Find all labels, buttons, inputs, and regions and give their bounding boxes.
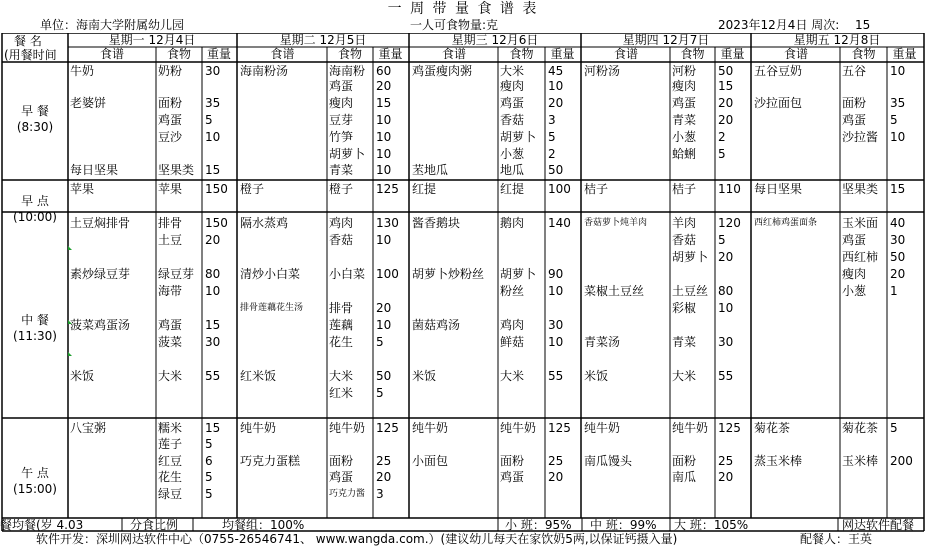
food-name: 竹笋 bbox=[329, 130, 354, 144]
day-header: 星期四 12月7日 bbox=[622, 33, 710, 47]
food-subheader: 食物 bbox=[680, 47, 705, 61]
food-weight: 25 bbox=[548, 454, 564, 468]
food-weight: 20 bbox=[718, 113, 734, 127]
dish-name: 蒸玉米棒 bbox=[754, 454, 803, 468]
food-weight: 200 bbox=[890, 454, 913, 468]
dish-name: 土豆焖排骨 bbox=[70, 216, 131, 230]
food-weight: 25 bbox=[718, 454, 734, 468]
food-name: 鸡蛋 bbox=[158, 113, 183, 127]
dish-name: 红提 bbox=[412, 182, 437, 196]
food-name: 彩椒 bbox=[672, 301, 697, 315]
food-weight: 30 bbox=[718, 335, 734, 349]
food-name: 大米 bbox=[500, 64, 525, 78]
cell-comment-marker bbox=[68, 352, 72, 356]
food-name: 土豆丝 bbox=[672, 284, 709, 298]
food-name: 排骨 bbox=[329, 301, 354, 315]
dish-name: 米饭 bbox=[412, 369, 437, 383]
food-weight: 20 bbox=[718, 96, 734, 110]
food-name: 香菇 bbox=[672, 233, 697, 247]
food-name: 胡萝卜 bbox=[672, 250, 709, 264]
food-weight: 10 bbox=[376, 163, 392, 177]
food-subheader: 食物 bbox=[166, 47, 191, 61]
food-weight: 10 bbox=[376, 318, 392, 332]
date-label: 2023年12月4日 周次: bbox=[718, 18, 840, 32]
food-weight: 20 bbox=[890, 267, 906, 281]
food-name: 土豆 bbox=[158, 233, 183, 247]
food-weight: 150 bbox=[205, 182, 228, 196]
food-weight: 30 bbox=[890, 233, 906, 247]
food-weight: 10 bbox=[205, 130, 221, 144]
food-weight: 35 bbox=[205, 96, 221, 110]
food-name: 大米 bbox=[329, 369, 354, 383]
food-weight: 10 bbox=[376, 113, 392, 127]
summary-avg: 均餐组：100% bbox=[222, 518, 305, 532]
food-weight: 90 bbox=[548, 267, 564, 281]
food-weight: 20 bbox=[548, 96, 564, 110]
food-name: 菊花茶 bbox=[842, 421, 879, 435]
food-weight: 5 bbox=[890, 421, 898, 435]
dish-name: 清炒小白菜 bbox=[240, 267, 301, 281]
dish-name: 苤地瓜 bbox=[412, 163, 449, 177]
dish-name: 老婆饼 bbox=[70, 96, 107, 110]
food-subheader: 食物 bbox=[509, 47, 534, 61]
food-name: 小葱 bbox=[500, 147, 525, 161]
food-name: 河粉 bbox=[672, 64, 697, 78]
food-weight: 15 bbox=[890, 182, 906, 196]
summary-small: 小 班：95% bbox=[505, 518, 572, 532]
day-header: 星期三 12月6日 bbox=[451, 33, 539, 47]
dish-subheader: 食谱 bbox=[99, 47, 124, 61]
food-weight: 10 bbox=[376, 147, 392, 161]
food-name: 青菜 bbox=[329, 163, 354, 177]
food-name: 鸡蛋 bbox=[500, 470, 525, 484]
dish-name: 米饭 bbox=[70, 369, 95, 383]
dish-name: 南瓜馒头 bbox=[584, 454, 633, 468]
food-name: 面粉 bbox=[500, 454, 525, 468]
food-weight: 5 bbox=[376, 386, 384, 400]
food-name: 地瓜 bbox=[500, 163, 525, 177]
food-name: 玉米棒 bbox=[842, 454, 879, 468]
meal-time: (11:30) bbox=[13, 329, 57, 343]
food-name: 瘦肉 bbox=[842, 267, 867, 281]
food-weight: 80 bbox=[205, 267, 221, 281]
dish-name: 菜椒土豆丝 bbox=[584, 284, 645, 298]
food-weight: 60 bbox=[376, 64, 392, 78]
food-weight: 25 bbox=[376, 454, 392, 468]
food-weight: 140 bbox=[548, 216, 571, 230]
food-name: 巧克力酱 bbox=[329, 489, 366, 499]
menu-table bbox=[0, 33, 924, 533]
food-name: 大米 bbox=[500, 369, 525, 383]
food-name: 小葱 bbox=[672, 130, 697, 144]
food-name: 鸡蛋 bbox=[842, 113, 867, 127]
summary-middle: 中 班：99% bbox=[590, 518, 657, 532]
dish-name: 橙子 bbox=[240, 182, 265, 196]
food-weight: 150 bbox=[205, 216, 228, 230]
food-weight: 80 bbox=[718, 284, 734, 298]
food-name: 南瓜 bbox=[672, 470, 697, 484]
weight-subheader: 重量 bbox=[720, 47, 745, 61]
food-weight: 20 bbox=[205, 233, 221, 247]
day-header: 星期二 12月5日 bbox=[279, 33, 367, 47]
food-weight: 125 bbox=[376, 421, 399, 435]
food-name: 豆芽 bbox=[329, 113, 354, 127]
food-name: 红豆 bbox=[158, 454, 183, 468]
page-title: 一 周 带 量 食 谱 表 bbox=[387, 1, 539, 17]
dish-name: 小面包 bbox=[412, 454, 449, 468]
food-weight: 40 bbox=[890, 216, 906, 230]
food-weight: 130 bbox=[376, 216, 399, 230]
food-weight: 100 bbox=[376, 267, 399, 281]
food-name: 排骨 bbox=[158, 216, 183, 230]
food-weight: 10 bbox=[548, 284, 564, 298]
food-subheader: 食物 bbox=[851, 47, 876, 61]
food-weight: 6 bbox=[205, 454, 213, 468]
food-name: 糯米 bbox=[158, 421, 183, 435]
food-name: 鸡蛋 bbox=[672, 96, 697, 110]
food-weight: 2 bbox=[718, 130, 726, 144]
food-weight: 15 bbox=[205, 318, 221, 332]
food-name: 鸡肉 bbox=[500, 318, 525, 332]
food-name: 大米 bbox=[672, 369, 697, 383]
food-name: 胡萝卜 bbox=[500, 267, 537, 281]
food-weight: 125 bbox=[718, 421, 741, 435]
food-name: 胡萝卜 bbox=[500, 130, 537, 144]
day-header: 星期五 12月8日 bbox=[793, 33, 881, 47]
food-name: 纯牛奶 bbox=[500, 421, 537, 435]
food-weight: 15 bbox=[376, 96, 392, 110]
food-name: 海南粉 bbox=[329, 64, 366, 78]
meal-name: 早 点 bbox=[21, 193, 49, 208]
dish-name: 菌菇鸡汤 bbox=[412, 318, 461, 332]
unit-label: 单位：海南大学附属幼儿园 bbox=[40, 18, 185, 32]
dish-name: 纯牛奶 bbox=[240, 421, 277, 435]
footer-developer: 软件开发：深圳网达软件中心（0755-26546741、 www.wangda.com.）(建议幼儿每天在家饮奶5两,以保证钙摄入量) bbox=[36, 532, 678, 546]
food-name: 鸡蛋 bbox=[329, 470, 354, 484]
food-weight: 125 bbox=[548, 421, 571, 435]
food-name: 羊肉 bbox=[672, 216, 697, 230]
dish-subheader: 食谱 bbox=[441, 47, 466, 61]
food-weight: 30 bbox=[205, 64, 221, 78]
dish-name: 西红柿鸡蛋面条 bbox=[754, 218, 818, 228]
dish-subheader: 食谱 bbox=[270, 47, 295, 61]
week-number: 15 bbox=[855, 18, 871, 32]
food-name: 小白菜 bbox=[329, 267, 366, 281]
cell-comment-marker bbox=[68, 320, 72, 324]
food-name: 花生 bbox=[329, 335, 354, 349]
food-weight: 110 bbox=[718, 182, 741, 196]
weight-subheader: 重量 bbox=[892, 47, 917, 61]
food-name: 五谷 bbox=[842, 64, 867, 78]
food-weight: 5 bbox=[718, 233, 726, 247]
food-weight: 5 bbox=[205, 113, 213, 127]
food-weight: 100 bbox=[548, 182, 571, 196]
dish-name: 桔子 bbox=[584, 182, 609, 196]
meal-name: 午 点 bbox=[21, 466, 49, 480]
food-name: 香菇 bbox=[329, 233, 354, 247]
food-weight: 10 bbox=[548, 335, 564, 349]
food-weight: 20 bbox=[548, 470, 564, 484]
weight-subheader: 重量 bbox=[550, 47, 575, 61]
dish-name: 每日坚果 bbox=[70, 163, 119, 177]
food-weight: 10 bbox=[376, 233, 392, 247]
food-name: 绿豆芽 bbox=[158, 267, 195, 281]
footer-chef: 配餐人：王英 bbox=[800, 532, 873, 546]
dish-subheader: 食谱 bbox=[783, 47, 808, 61]
dish-name: 纯牛奶 bbox=[412, 421, 449, 435]
food-weight: 20 bbox=[718, 470, 734, 484]
food-name: 鸡蛋 bbox=[842, 233, 867, 247]
food-name: 花生 bbox=[158, 470, 183, 484]
food-name: 粉丝 bbox=[500, 284, 525, 298]
per-person-label: 一人可食物量:克 bbox=[410, 18, 499, 32]
food-weight: 5 bbox=[205, 470, 213, 484]
food-weight: 5 bbox=[548, 130, 556, 144]
dish-name: 每日坚果 bbox=[754, 182, 803, 196]
food-name: 面粉 bbox=[329, 454, 354, 468]
dish-name: 菊花茶 bbox=[754, 421, 791, 435]
food-weight: 10 bbox=[890, 130, 906, 144]
food-name: 橙子 bbox=[329, 182, 354, 196]
food-weight: 10 bbox=[890, 64, 906, 78]
food-weight: 30 bbox=[548, 318, 564, 332]
food-subheader: 食物 bbox=[337, 47, 362, 61]
summary-meals: 餐均餐(岁 4.03 bbox=[0, 518, 84, 532]
weight-subheader: 重量 bbox=[206, 47, 231, 61]
food-weight: 50 bbox=[718, 64, 734, 78]
food-weight: 55 bbox=[548, 369, 564, 383]
food-weight: 30 bbox=[205, 335, 221, 349]
dish-name: 胡萝卜炒粉丝 bbox=[412, 267, 485, 281]
dish-name: 河粉汤 bbox=[584, 64, 621, 78]
food-name: 鸡蛋 bbox=[158, 318, 183, 332]
meal-time: (10:00) bbox=[13, 209, 57, 224]
food-weight: 55 bbox=[205, 369, 221, 383]
food-weight: 20 bbox=[376, 470, 392, 484]
dish-name: 菠菜鸡蛋汤 bbox=[70, 318, 131, 332]
food-weight: 125 bbox=[376, 182, 399, 196]
food-name: 青菜 bbox=[672, 113, 697, 127]
food-weight: 120 bbox=[718, 216, 741, 230]
food-weight: 10 bbox=[376, 130, 392, 144]
food-name: 海带 bbox=[158, 284, 183, 298]
food-weight: 5 bbox=[718, 147, 726, 161]
food-weight: 1 bbox=[890, 284, 898, 298]
dish-name: 牛奶 bbox=[70, 64, 95, 78]
food-name: 鸡蛋 bbox=[500, 96, 525, 110]
dish-subheader: 食谱 bbox=[613, 47, 638, 61]
food-name: 莲子 bbox=[158, 437, 183, 451]
dish-name: 巧克力蛋糕 bbox=[240, 454, 301, 468]
day-header: 星期一 12月4日 bbox=[108, 33, 196, 47]
food-name: 西红柿 bbox=[842, 250, 879, 264]
dish-name: 海南粉汤 bbox=[240, 64, 289, 78]
food-name: 玉米面 bbox=[842, 216, 879, 230]
dish-name: 米饭 bbox=[584, 369, 609, 383]
food-weight: 3 bbox=[376, 487, 384, 501]
summary-big: 大 班：105% bbox=[674, 518, 749, 532]
food-weight: 10 bbox=[548, 79, 564, 93]
summary-brand: 网达软件配餐 bbox=[842, 518, 915, 532]
food-weight: 10 bbox=[718, 301, 734, 315]
food-name: 面粉 bbox=[158, 96, 183, 110]
food-name: 胡萝卜 bbox=[329, 147, 366, 161]
food-name: 鲜菇 bbox=[500, 335, 525, 349]
meal-time: (15:00) bbox=[13, 482, 57, 496]
food-name: 香菇 bbox=[500, 113, 525, 127]
food-name: 苹果 bbox=[158, 182, 183, 196]
food-name: 豆沙 bbox=[158, 130, 183, 144]
dish-name: 鸡蛋瘦肉粥 bbox=[412, 64, 473, 78]
food-name: 鹅肉 bbox=[500, 216, 525, 230]
food-name: 大米 bbox=[158, 369, 183, 383]
food-weight: 50 bbox=[890, 250, 906, 264]
meal-name: 中 餐 bbox=[21, 313, 49, 327]
dish-name: 沙拉面包 bbox=[754, 96, 803, 110]
weight-subheader: 重量 bbox=[378, 47, 403, 61]
food-name: 桔子 bbox=[672, 182, 697, 196]
corner-meal-label: 餐 名 bbox=[14, 34, 42, 48]
dish-name: 红米饭 bbox=[240, 369, 277, 383]
cell-comment-marker bbox=[68, 246, 72, 250]
food-weight: 55 bbox=[718, 369, 734, 383]
food-weight: 50 bbox=[376, 369, 392, 383]
food-name: 绿豆 bbox=[158, 487, 183, 501]
food-weight: 5 bbox=[890, 113, 898, 127]
food-name: 面粉 bbox=[672, 454, 697, 468]
dish-name: 纯牛奶 bbox=[584, 421, 621, 435]
food-weight: 15 bbox=[205, 421, 221, 435]
food-name: 纯牛奶 bbox=[329, 421, 366, 435]
food-weight: 20 bbox=[376, 79, 392, 93]
dish-name: 苹果 bbox=[70, 182, 95, 196]
food-name: 小葱 bbox=[842, 284, 867, 298]
food-name: 瘦肉 bbox=[672, 79, 697, 93]
food-weight: 10 bbox=[205, 284, 221, 298]
dish-name: 青菜汤 bbox=[584, 335, 621, 349]
food-weight: 20 bbox=[718, 250, 734, 264]
food-name: 红提 bbox=[500, 182, 525, 196]
food-weight: 50 bbox=[548, 163, 564, 177]
food-name: 蛤蜊 bbox=[672, 147, 697, 161]
food-name: 奶粉 bbox=[158, 64, 183, 78]
food-weight: 5 bbox=[205, 437, 213, 451]
food-name: 红米 bbox=[329, 386, 354, 400]
summary-ratio: 分食比例 bbox=[130, 518, 179, 532]
food-name: 瘦肉 bbox=[329, 96, 354, 110]
food-weight: 2 bbox=[548, 147, 556, 161]
food-weight: 15 bbox=[718, 79, 734, 93]
dish-name: 五谷豆奶 bbox=[754, 64, 803, 78]
food-name: 莲藕 bbox=[329, 318, 354, 332]
food-weight: 35 bbox=[890, 96, 906, 110]
food-name: 鸡蛋 bbox=[329, 79, 354, 93]
food-weight: 5 bbox=[376, 335, 384, 349]
dish-name: 八宝粥 bbox=[70, 421, 107, 435]
food-name: 坚果类 bbox=[842, 182, 879, 196]
food-weight: 20 bbox=[376, 301, 392, 315]
dish-name: 隔水蒸鸡 bbox=[240, 216, 289, 230]
food-name: 坚果类 bbox=[158, 163, 195, 177]
meal-name: 早 餐 bbox=[21, 103, 49, 118]
dish-name: 素炒绿豆芽 bbox=[70, 267, 131, 281]
dish-name: 香菇萝卜炖羊肉 bbox=[584, 218, 648, 228]
dish-name: 排骨莲藕花生汤 bbox=[240, 303, 304, 313]
food-weight: 45 bbox=[548, 64, 564, 78]
food-name: 纯牛奶 bbox=[672, 421, 709, 435]
food-name: 面粉 bbox=[842, 96, 867, 110]
dish-name: 酱香鹅块 bbox=[412, 216, 461, 230]
food-name: 沙拉酱 bbox=[842, 130, 879, 144]
food-weight: 3 bbox=[548, 113, 556, 127]
food-weight: 15 bbox=[205, 163, 221, 177]
food-name: 青菜 bbox=[672, 335, 697, 349]
food-name: 瘦肉 bbox=[500, 79, 525, 93]
corner-time-label: (用餐时间 bbox=[4, 48, 57, 62]
food-weight: 5 bbox=[205, 487, 213, 501]
meal-time: (8:30) bbox=[16, 119, 54, 134]
food-name: 鸡肉 bbox=[329, 216, 354, 230]
food-name: 菠菜 bbox=[158, 335, 183, 349]
